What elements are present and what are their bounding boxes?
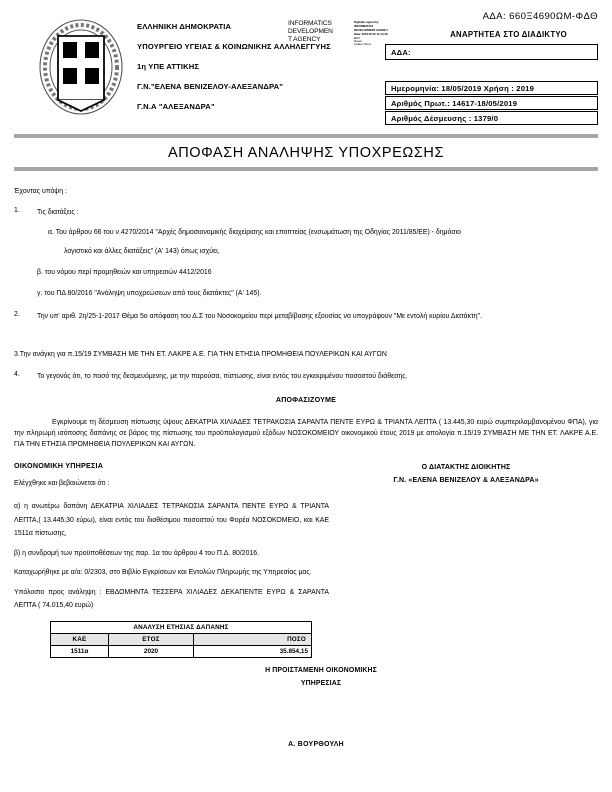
stamp-line-2: DEVELOPMEN	[288, 28, 333, 36]
page-title: ΑΠΟΦΑΣΗ ΑΝΑΛΗΨΗΣ ΥΠΟΧΡΕΩΣΗΣ	[167, 145, 445, 161]
stamp-detail-5: Reason:	[354, 39, 363, 43]
signature-title-line-1: Η ΠΡΟΙΣΤΑΜΕΝΗ ΟΙΚΟΝΟΜΙΚΗΣ	[265, 666, 377, 674]
signature-title-line-2: ΥΠΗΡΕΣΙΑΣ	[300, 680, 342, 688]
document-body	[0, 171, 612, 450]
orderer-block	[335, 462, 597, 487]
list-item-4	[14, 372, 598, 382]
stamp-detail-3: Date: 2019.05.20 12:14:18	[354, 31, 388, 36]
annual-expense-table	[50, 621, 312, 658]
ada-code: ΑΔΑ: 660Ξ4690ΩΜ-ΦΔΘ	[482, 11, 598, 22]
decision-text: Εγκρίνουμε τη δέσμευση πίστωσης ύψους ΔΕΚΑΤΡΙΑ ΧΙΛΙΑΔΕΣ ΤΕΤΡΑΚΟΣΙΑ ΣΑΡΑΝΤΑ ΠΕΝΤΕ ΕΥΡΩ & ΤΡΙΑΝΤΑ ΛΕΠΤΑ ( 13.445,30 ευρώ συμπεριλαμβανομένου ΦΠΑ), για την πληρωμή ισόποσης δαπάνης σε βάρος της πίστωσης του προϋπολογισμού εξόδων ΝΟΣΟΚΟΜΕΙΟΥ οικονομικού έτους 2019 με απολογία π.15/19 ΣΥΜΒΑΣΗ ΜΕ ΤΗΝ ΕΤ. ΛΑΚΡΕ Α.Ε. ΓΙΑ ΤΗΝ ΕΤΗΣΙΑ ΠΡΟΜΗΘΕΙΑ ΠΟΥΛΕΡΙΚΩΝ ΚΑΙ ΑΥΓΩΝ.	[14, 418, 598, 449]
item-1a-continuation: λογιστικό και άλλες διατάξεις" (Α' 143) όπως ισχύει,	[64, 247, 220, 255]
commitment-value: Αριθμός Δέσμευσης : 1379/0	[391, 113, 499, 123]
item-1-text: Τις διατάξεις :	[37, 208, 79, 216]
expense-table-wrapper	[0, 621, 612, 658]
protocol-value: Αριθμός Πρωτ.: 14617-18/05/2019	[391, 98, 518, 108]
org-line-hospital-2: Γ.Ν.Α "ΑΛΕΞΑΝΔΡΑ"	[137, 102, 215, 112]
stamp-detail-2: DEVELOPMENT AGENCY	[354, 27, 389, 32]
table-span-header: ΑΝΑΛΥΣΗ ΕΤΗΣΙΑΣ ΔΑΠΑΝΗΣ	[51, 621, 312, 633]
financial-registered-text: Καταχωρήθηκε με α/α: 0/2303, στο Βιβλίο Εγκρίσεων και Εντολών Πληρωμής της Υπηρεσίας μας.	[14, 569, 312, 577]
list-item-2	[14, 312, 598, 322]
organization-block	[137, 23, 367, 123]
item-3-text: 3.Την ανάγκη για π.15/19 ΣΥΜΒΑΣΗ ΜΕ ΤΗΝ ΕΤ. ΛΑΚΡΕ Α.Ε. ΓΙΑ ΤΗΝ ΕΤΗΣΙΑ ΠΡΟΜΗΘΕΙΑ ΠΟΥΛΕΡΙΚΩΝ ΚΑΙ ΑΥΓΩΝ	[14, 350, 387, 358]
cell-amount: 35.854,15	[194, 645, 312, 657]
date-box	[385, 81, 598, 95]
cell-kae: 1511α	[51, 645, 109, 657]
item-4-text: Το γεγονός ότι, το ποσό της δεσμευόμενης, με την παρούσα, πίστωσης, είναι εντός του εγκεκριμένου ποσοστού διάθεσης.	[37, 373, 408, 381]
stamp-detail-4: EEST	[354, 36, 361, 40]
column-header-year: ΕΤΟΣ	[109, 633, 194, 645]
financial-service-block	[14, 462, 354, 612]
table-span-header-row	[51, 621, 312, 633]
stamp-detail-1: INFORMATICS	[354, 23, 374, 28]
financial-para-a: α) η ανωτέρω δαπάνη ΔΕΚΑΤΡΙΑ ΧΙΛΙΑΔΕΣ ΤΕΤΡΑΚΟΣΙΑ ΣΑΡΑΝΤΑ ΠΕΝΤΕ ΕΥΡΩ & ΤΡΙΑΝΤΑ ΛΕΠΤΑ,( 13.445,30 εύρω), είναι εντός του διαθέσιμου ποσοστού του Φορέα ΝΟΣΟΚΟΜΕΙΟ, και ΚΑΕ 1511α πίστωσης,	[14, 503, 329, 538]
orderer-title: Ο ΔΙΑΤΑΚΤΗΣ ΔΙΟΙΚΗΤΗΣ	[421, 464, 511, 472]
item-1c-text: γ. του ΠΔ 80/2016 "Ανάληψη υποχρεώσεων από τους διατάκτες" (Α' 145).	[37, 289, 262, 297]
item-1-number: 1.	[14, 206, 20, 214]
stamp-line-1: INFORMATICS	[288, 20, 332, 27]
date-value: Ημερομηνία: 18/05/2019 Χρήση : 2019	[391, 83, 534, 93]
signature-title-block	[0, 664, 612, 692]
financial-remaining-text: Υπόλοιπο προς ανάληψη : ΕΒΔΟΜΗΝΤΑ ΤΕΣΣΕΡΑ ΧΙΛΙΑΔΕΣ ΔΕΚΑΠΕΝΤΕ ΕΥΡΩ & ΣΑΡΑΝΤΑ ΛΕΠΤΑ ( 74.015,40 ευρώ)	[14, 588, 329, 610]
published-online-label: ΑΝΑΡΤΗΤΕΑ ΣΤΟ ΔΙΑΔΙΚΤΥΟ	[450, 30, 567, 39]
ada-field-box	[385, 44, 598, 60]
preamble-text: Έχοντας υπόψη :	[14, 188, 67, 195]
org-line-ministry: ΥΠΟΥΡΓΕΙΟ ΥΓΕΙΑΣ & ΚΟΙΝΩΝΙΚΗΣ ΑΛΛΗΛΕΓΓΥΗΣ	[137, 42, 331, 52]
column-header-kae: ΚΑΕ	[51, 633, 109, 645]
signature-name: Α. ΒΟΥΡΘΟΥΛΗ	[288, 741, 344, 749]
column-header-amount: ΠΟΣΟ	[194, 633, 312, 645]
stamp-detail-6: Location: Athens	[354, 43, 371, 47]
item-1a-text: α. Του άρθρου 66 του ν.4270/2014 "Αρχές δημοσιονομικής διαχείρισης και εποπτείας (ενσωμάτωση της Οδηγίας 2011/85/ΕΕ) - δημόσιο	[48, 228, 461, 236]
orderer-hospital: Γ.Ν. «ΕΛΕΝΑ ΒΕΝΙΖΕΛΟΥ & ΑΛΕΞΑΝΔΡΑ»	[393, 476, 539, 484]
stamp-detail-0: Digitally signed by	[354, 20, 379, 24]
commitment-number-box	[385, 111, 598, 125]
item-2-text: Την υπ' αριθ. 2η/25-1-2017 Θέμα 5ο απόφαση του Δ.Σ του Νοσοκομείου περί μεταβίβασης εξουσίας να υπογράφουν "Με εντολή κυρίου Διατάκτη".	[37, 312, 482, 320]
document-header	[0, 0, 612, 128]
item-1b-text: β. του νόμου περί προμηθειών και υπηρεσιών 4412/2016	[37, 268, 212, 276]
item-2-number: 2.	[14, 310, 20, 318]
org-line-hospital-1: Γ.Ν."ΕΛΕΝΑ ΒΕΝΙΖΕΛΟΥ-ΑΛΕΞΑΝΔΡΑ"	[137, 82, 284, 92]
financial-verified-text: Ελέγχθηκε και βεβαιώνεται ότι :	[14, 480, 110, 488]
table-row	[51, 645, 312, 657]
table-column-header-row	[51, 633, 312, 645]
greek-coat-of-arms-icon	[38, 18, 124, 116]
decision-heading: ΑΠΟΦΑΣΙΖΟΥΜΕ	[275, 395, 337, 404]
financial-para-b: β) η συνδρομή των προϋποθέσεων της παρ. 1α του άρθρου 4 του Π.Δ. 80/2016.	[14, 549, 260, 557]
item-4-number: 4.	[14, 371, 20, 379]
financial-service-heading: ΟΙΚΟΝΟΜΙΚΗ ΥΠΗΡΕΣΙΑ	[14, 461, 104, 471]
cell-year: 2020	[109, 645, 194, 657]
stamp-line-3: T AGENCY	[288, 36, 321, 44]
protocol-number-box	[385, 96, 598, 110]
org-line-country: ΕΛΛΗΝΙΚΗ ΔΗΜΟΚΡΑΤΙΑ	[137, 22, 232, 31]
list-item-1	[14, 208, 598, 218]
two-column-region	[0, 462, 612, 612]
ada-field-label: ΑΔΑ:	[391, 47, 411, 57]
org-line-ype: 1η ΥΠΕ ΑΤΤΙΚΗΣ	[137, 62, 200, 72]
